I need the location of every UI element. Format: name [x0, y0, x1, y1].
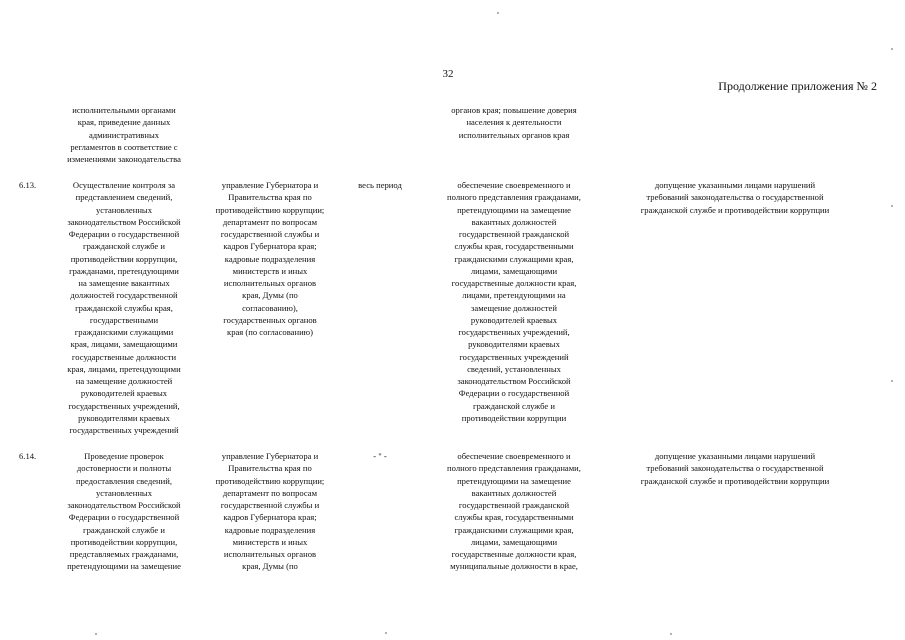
row-number: 6.13.	[19, 180, 37, 190]
page-number: 32	[442, 68, 454, 80]
scan-speck	[891, 205, 893, 207]
row-number: 6.14.	[19, 451, 37, 461]
scan-speck	[670, 633, 672, 635]
period-cell: - " -	[373, 451, 387, 461]
scan-speck	[497, 12, 499, 14]
scan-speck	[385, 632, 387, 634]
indicator-cell: допущение указанными лицами нарушений требований законодательства о государственной гражданской службе и противодействии коррупции	[640, 180, 830, 215]
result-cell: обеспечение своевременного и полного представления гражданами, претендующими на замещение вакантных должностей государственной гражданской службы края, государственными гражданскими служащими края, лицами, замещающими государственные должности края, муниципальные должности в крае,	[447, 451, 581, 572]
continuation-result-cell: органов края; повышение доверия населения к деятельности исполнительных органов края	[451, 105, 577, 140]
scan-speck	[95, 633, 97, 635]
executors-cell: управление Губернатора и Правительства края по противодействию коррупции; департамент по вопросам государственной службы и кадров Губернатора края; кадровые подразделения министерств и иных исполнительных органов края, Думы (по	[215, 451, 325, 572]
executors-cell: управление Губернатора и Правительства края по противодействию коррупции; департамент по вопросам государственной службы и кадров Губернатора края; кадровые подразделения министерств и иных исполнительных органов края, Думы (по согласованию), государственных органов края (по согласованию)	[215, 180, 325, 337]
appendix-title: Продолжение приложения № 2	[718, 79, 877, 93]
measure-cell: Осуществление контроля за представлением сведений, установленных законодательством Российской Федерации о государственной гражданской службе и противодействии коррупции, гражданами, претендующими на замещение вакантных должностей государственной гражданской службы края, государственными гражданскими служащими края, лицами, замещающими государственные должности края, лицами, претендующими на замещение должностей руководителей краевых государственных учреждений, руководителями краевых государственных учреждений	[67, 180, 181, 435]
continuation-measure-cell: исполнительными органами края, приведение данных административных регламентов в соответствие с изменениями законодательства	[67, 105, 181, 164]
scan-speck	[891, 48, 893, 50]
scan-speck	[891, 380, 893, 382]
result-cell: обеспечение своевременного и полного представления гражданами, претендующими на замещение вакантных должностей государственной гражданской службы края, государственными гражданскими служащими края, лицами, замещающими государственные должности края, лицами, претендующими на замещение должностей руководителей краевых государственных учреждений, руководителями краевых государственных учреждений сведений, установленных законодательством Российской Федерации о государственной гражданской службе и противодействии коррупции	[447, 180, 581, 423]
period-cell: весь период	[358, 180, 402, 190]
measure-cell: Проведение проверок достоверности и полноты предоставления сведений, установленных законодательством Российской Федерации о государственной гражданской службе и противодействии коррупции, представляемых гражданами, претендующими на замещение	[67, 451, 181, 572]
indicator-cell: допущение указанными лицами нарушений требований законодательства о государственной гражданской службе и противодействии коррупции	[640, 451, 830, 486]
